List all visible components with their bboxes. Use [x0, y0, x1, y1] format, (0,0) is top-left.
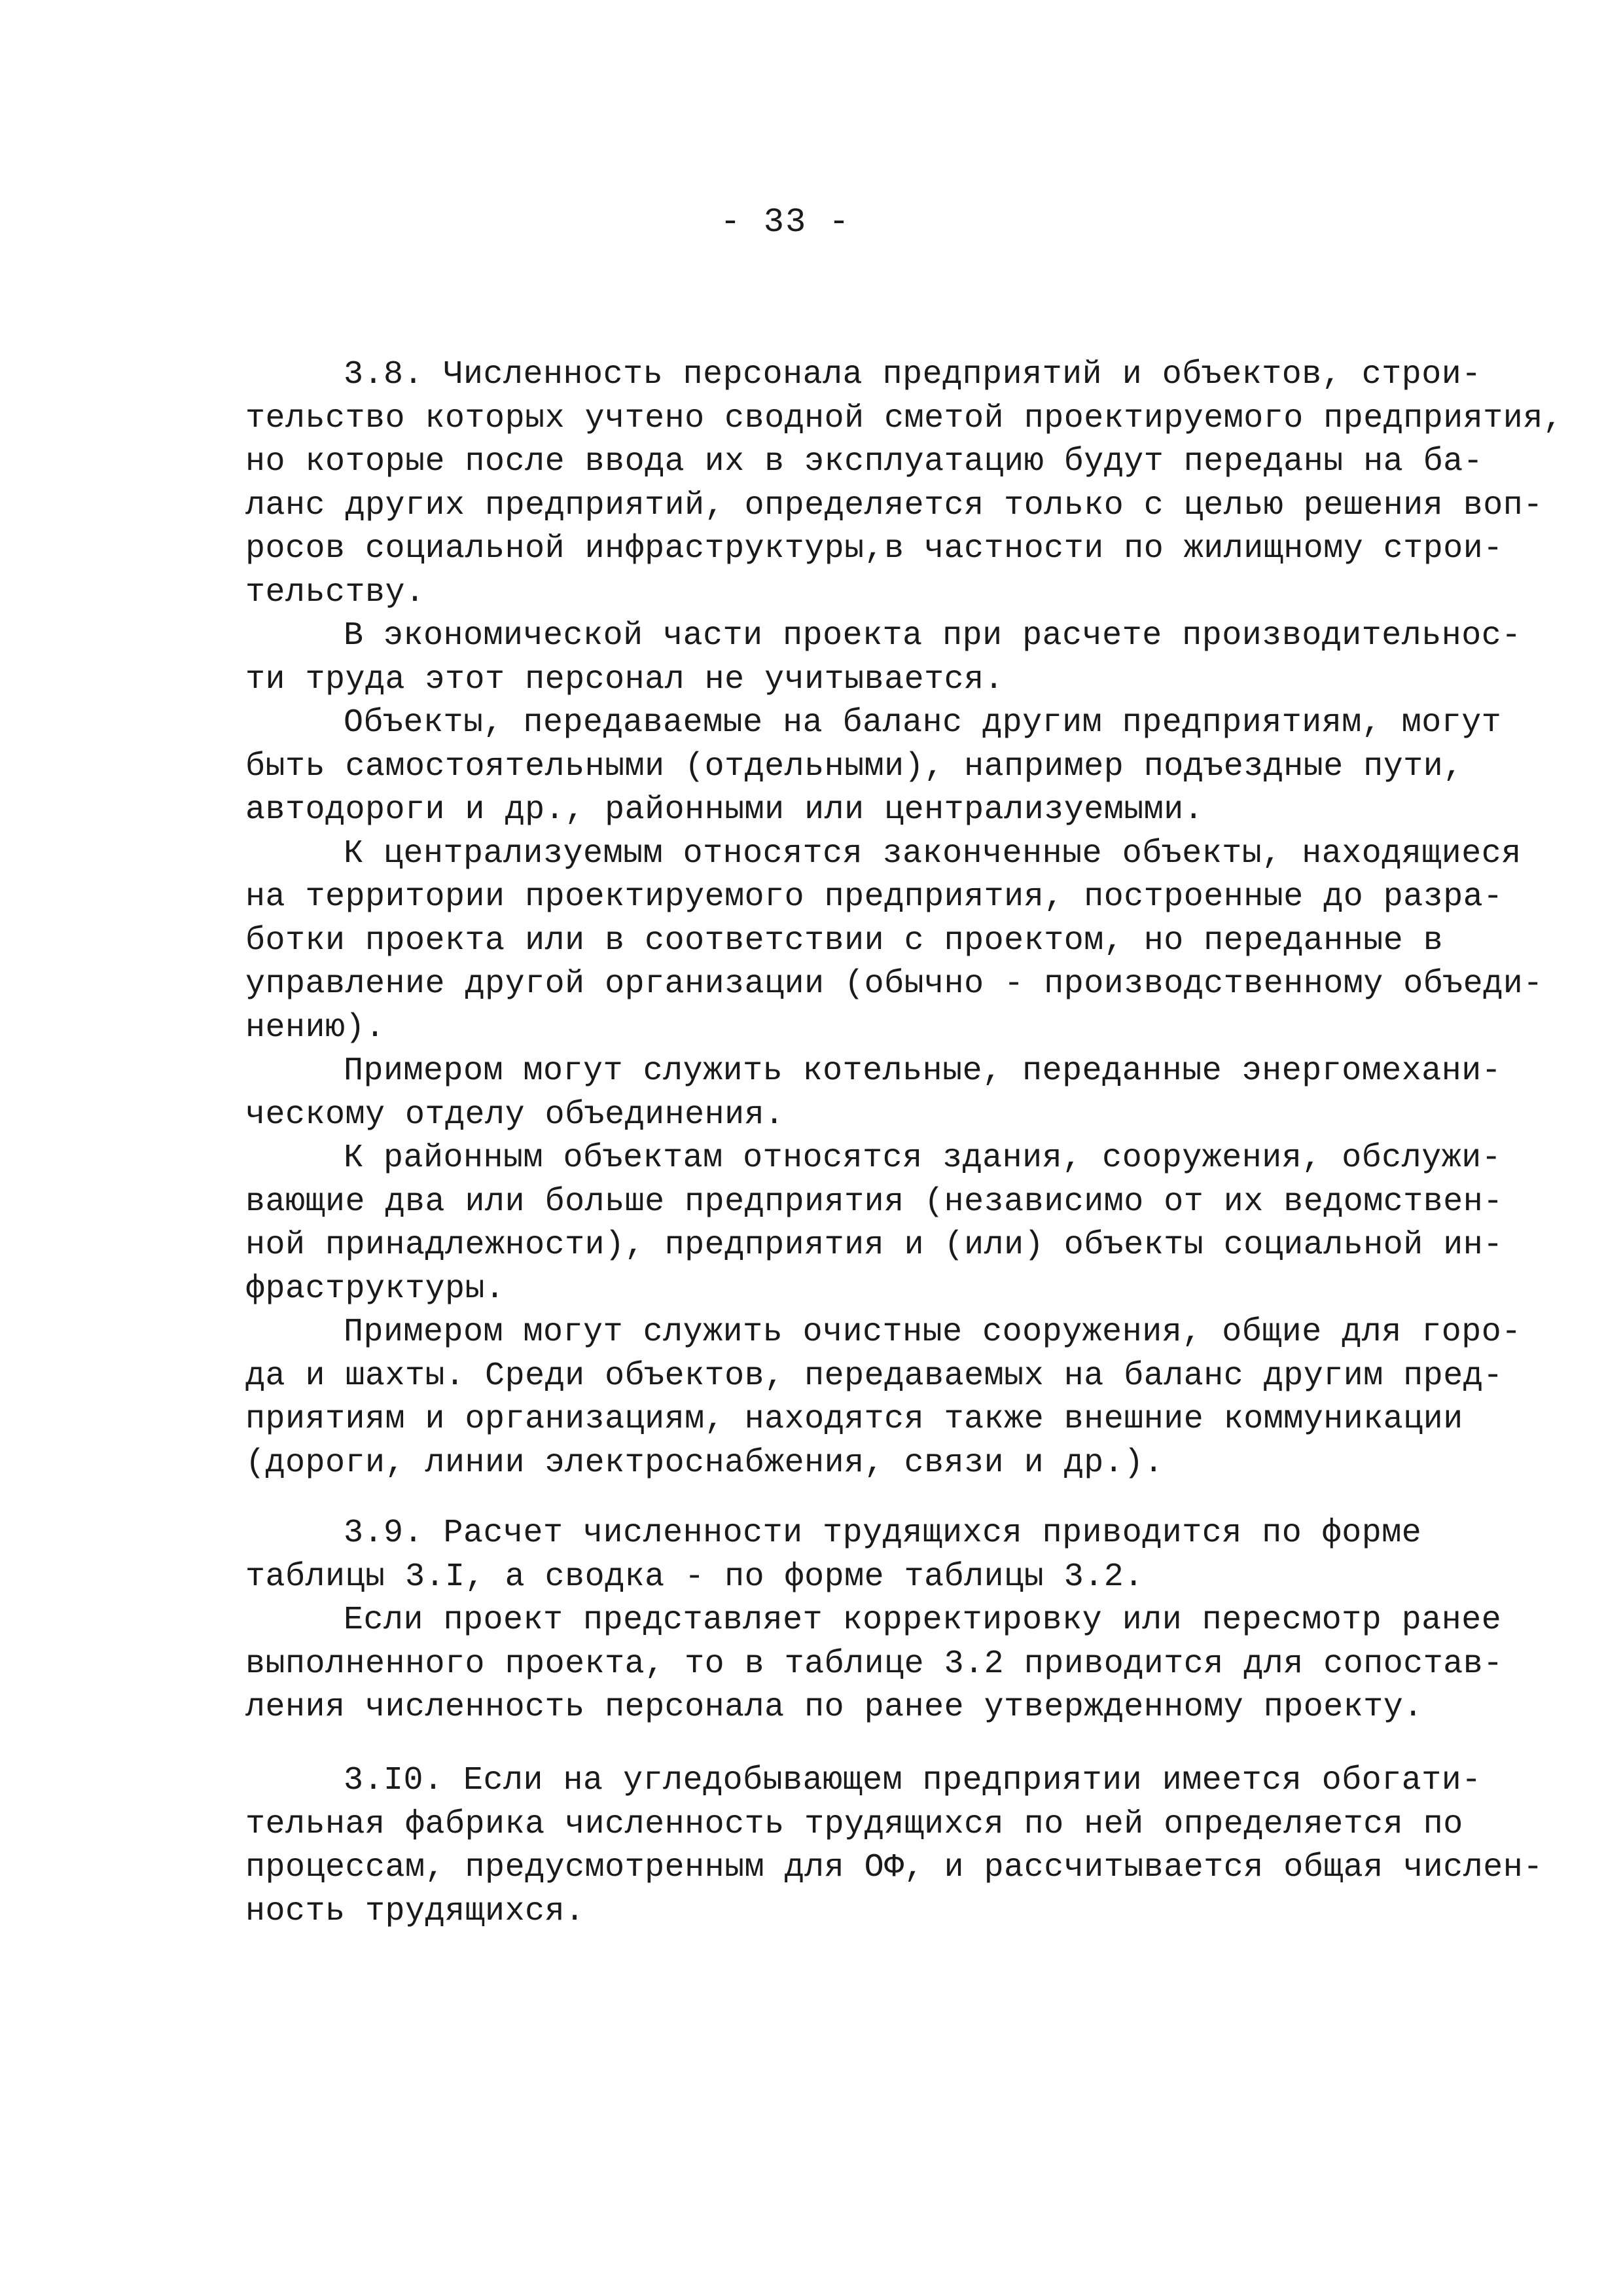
paragraph-line: тельство которых учтено сводной сметой проектируемого предприятия,: [245, 399, 1563, 437]
page-number: - 33 -: [720, 203, 851, 242]
paragraph-line: росов социальной инфраструктуры,в частности по жилищному строи-: [245, 530, 1503, 567]
paragraph-line: ти труда этот персонал не учитывается.: [245, 660, 1005, 698]
paragraph-line: Примером могут служить котельные, переданные энергомехани-: [344, 1052, 1502, 1090]
paragraph-line: да и шахты. Среди объектов, передаваемых на баланс другим пред-: [245, 1357, 1503, 1395]
section-3-10: [245, 1759, 1543, 1933]
paragraph-line: 3.9. Расчет численности трудящихся приводится по форме: [344, 1515, 1422, 1552]
paragraph-line: быть самостоятельными (отдельными), например подъездные пути,: [245, 747, 1463, 785]
section-3-9: [245, 1512, 1515, 1730]
paragraph-line: ления численность персонала по ранее утвержденному проекту.: [245, 1689, 1423, 1726]
paragraph-line: выполненного проекта, то в таблице 3.2 приводится для сопостав-: [245, 1645, 1503, 1683]
paragraph-line: 3.I0. Если на угледобывающем предприятии имеется обогати-: [344, 1762, 1482, 1799]
paragraph-line: Объекты, передаваемые на баланс другим предприятиям, могут: [344, 704, 1502, 742]
paragraph-line: ной принадлежности), предприятия и (или) объекты социальной ин-: [245, 1227, 1503, 1264]
paragraph-line: тельству.: [245, 573, 425, 611]
section-3-8: [245, 353, 1563, 1485]
paragraph-line: ботки проекта или в соответствии с проектом, но переданные в: [245, 922, 1444, 960]
paragraph-line: управление другой организации (обычно - производственному объеди-: [245, 965, 1543, 1003]
paragraph-line: приятиям и организациям, находятся также внешние коммуникации: [245, 1401, 1463, 1438]
paragraph-line: вающие два или больше предприятия (независимо от их ведомствен-: [245, 1183, 1503, 1221]
paragraph-line: ланс других предприятий, определяется только с целью решения воп-: [245, 486, 1543, 524]
paragraph-line: нению).: [245, 1009, 385, 1047]
paragraph-line: автодороги и др., районными или централизуемыми.: [245, 791, 1204, 829]
paragraph-line: 3.8. Численность персонала предприятий и объектов, строи-: [344, 356, 1482, 393]
paragraph-line: В экономической части проекта при расчете производительнос-: [344, 617, 1522, 655]
paragraph-line: Если проект представляет корректировку или пересмотр ранее: [344, 1602, 1502, 1639]
paragraph-line: ность трудящихся.: [245, 1892, 585, 1930]
paragraph-line: процессам, предусмотренным для ОФ, и рассчитывается общая числен-: [245, 1849, 1543, 1886]
paragraph-line: на территории проектируемого предприятия, построенные до разра-: [245, 878, 1503, 916]
paragraph-line: К централизуемым относятся законченные объекты, находящиеся: [344, 834, 1522, 872]
paragraph-line: К районным объектам относятся здания, сооружения, обслужи-: [344, 1139, 1502, 1177]
paragraph-line: (дороги, линии электроснабжения, связи и др.).: [245, 1444, 1164, 1482]
paragraph-line: Примером могут служить очистные сооружения, общие для горо-: [344, 1314, 1522, 1351]
paragraph-line: ческому отделу объединения.: [245, 1096, 785, 1134]
paragraph-line: фраструктуры.: [245, 1270, 505, 1308]
paragraph-line: тельная фабрика численность трудящихся по ней определяется по: [245, 1805, 1463, 1843]
paragraph-line: но которые после ввода их в эксплуатацию будут переданы на ба-: [245, 443, 1484, 480]
paragraph-line: таблицы 3.I, а сводка - по форме таблицы 3.2.: [245, 1558, 1144, 1596]
